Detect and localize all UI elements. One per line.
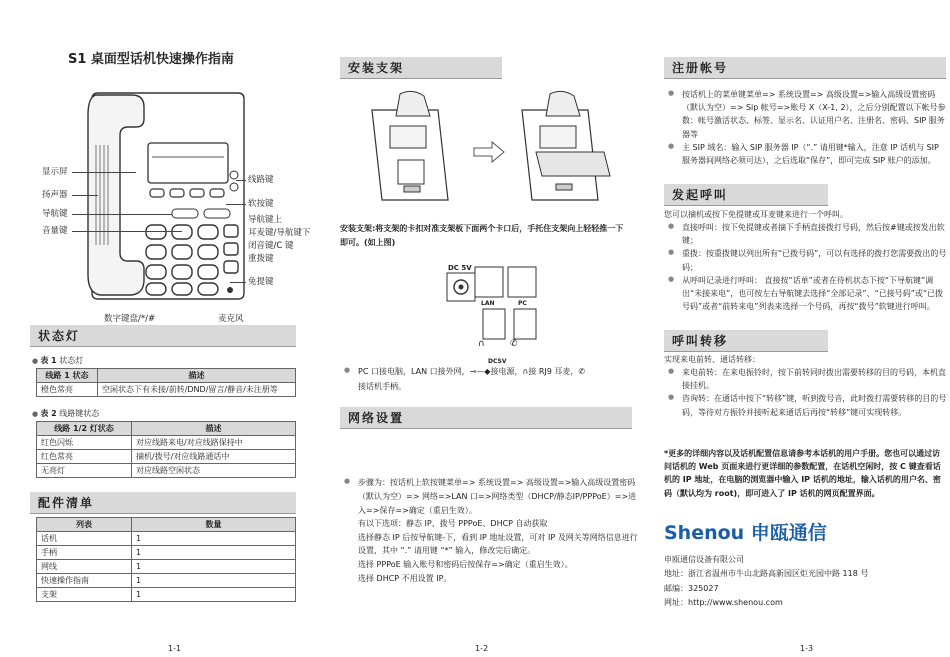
call-section-header: 发起呼叫 xyxy=(664,184,828,206)
network-step: 有以下选项：静态 IP、拨号 PPPoE、DHCP 自动获取 xyxy=(358,519,548,529)
page-number: 1-2 xyxy=(475,644,489,653)
transfer-list xyxy=(668,366,948,419)
table2-caption-text: 线路键状态 xyxy=(59,409,100,418)
callout-line xyxy=(72,172,136,173)
table2-caption: ● 表 2 线路键状态 xyxy=(32,409,100,418)
table-row xyxy=(37,450,296,464)
label-volume-key: 音量键 xyxy=(42,226,68,236)
lan-pc-ports xyxy=(474,266,538,300)
table-cell: 红色闪烁 xyxy=(37,436,132,450)
network-steps xyxy=(344,476,644,585)
table-cell: 橙色常亮 xyxy=(37,383,98,397)
port-text-part: 接 RJ9 耳麦， xyxy=(528,367,579,376)
call-item: ● 重拨：按重拨键以列出所有“已拨号码”，可以有选择的拨打您需要拨出的号码； xyxy=(668,247,948,273)
table-cell: 话机 xyxy=(37,532,132,546)
table-cell: 网线 xyxy=(37,560,132,574)
company-website: 网址：http://www.shenou.com xyxy=(664,598,783,608)
table1-caption-label: 表 1 xyxy=(40,356,57,365)
table-header: 线路 1 状态 xyxy=(37,369,98,383)
table-row xyxy=(37,574,296,588)
table-header: 数量 xyxy=(132,518,296,532)
table-cell: 红色常亮 xyxy=(37,450,132,464)
brand-name-cn: 申瓯通信 xyxy=(750,522,827,544)
table-cell: 摘机/拨号/对应线路通话中 xyxy=(132,450,296,464)
headset-handset-ports xyxy=(482,308,538,342)
table-cell: 无亮灯 xyxy=(37,464,132,478)
label-nav-up: 导航键上 xyxy=(248,215,283,225)
table-header: 线路 1/2 灯状态 xyxy=(37,422,132,436)
label-line-key: 线路键 xyxy=(248,175,274,185)
parts-table xyxy=(36,517,296,602)
port-label-pc: PC xyxy=(518,300,527,307)
install-section-header: 安装支架 xyxy=(340,57,502,79)
transfer-intro: 实现来电前转、通话转移： xyxy=(664,355,760,364)
company-address: 地址：浙江省温州市牛山北路高新园区炬光园中路 118 号 xyxy=(664,569,869,579)
register-list xyxy=(668,88,948,167)
label-mic: 麦克风 xyxy=(218,314,244,324)
call-item: ● 直接呼叫：按下免提键或者摘下手柄直接拨打号码，然后按#键或按发出软键； xyxy=(668,221,948,247)
table-row xyxy=(37,546,296,560)
table-cell: 1 xyxy=(132,546,296,560)
table-row xyxy=(37,464,296,478)
table-cell: 1 xyxy=(132,532,296,546)
table-cell: 支架 xyxy=(37,588,132,602)
table-header: 描述 xyxy=(132,422,296,436)
callout-line xyxy=(230,282,246,283)
table1-caption: ● 表 1 状态灯 xyxy=(32,356,84,365)
table-row xyxy=(37,383,296,397)
table-cell: 手柄 xyxy=(37,546,132,560)
register-section-header: 注册帐号 xyxy=(664,57,946,79)
transfer-item: ● 来电前转：在来电振铃时，按下前转同时拨出需要转移的目的号码，本机直接挂机。 xyxy=(668,366,948,392)
install-instruction: 安装支架:将支架的卡扣对准支架板下面两个卡口后，手托住支架向上轻轻推一下即可。(如上图) xyxy=(340,224,624,247)
callout-line xyxy=(72,214,172,215)
register-item: ● 主 SIP 域名：输入 SIP 服务器 IP（“.” 请用键*输入，注意 IP 话机与 SIP 服务器间网络必须可达），之后选取“保存”，即可完成 SIP 账户的添加。 xyxy=(668,141,948,167)
brand-name-en: Shenou xyxy=(664,522,745,544)
headset-icon: ∩ xyxy=(478,339,485,349)
table-cell: 1 xyxy=(132,574,296,588)
label-handsfree: 免提键 xyxy=(248,277,274,287)
label-headset-nav-down: 耳麦键/导航键下 xyxy=(248,228,311,238)
callout-line xyxy=(236,180,246,181)
network-step: 选择 PPPoE 输入账号和密码后按保存=>确定（重启生效）。 xyxy=(358,559,573,569)
status-light-table xyxy=(36,368,296,397)
callout-line xyxy=(226,204,246,205)
status-section-header: 状态灯 xyxy=(30,325,296,347)
port-text-part: 接电源， xyxy=(490,367,523,376)
page-title: S1 桌面型话机快速操作指南 xyxy=(68,52,234,67)
table-cell: 1 xyxy=(132,560,296,574)
label-back-cancel: 闭音键/C 键 xyxy=(248,241,294,251)
call-item: ● 从呼叫记录进行呼叫： 直接按“话单”或者在待机状态下按“下导航键”调出“未接来电”，也可按左右导航键去选择“全部记录”、“已接号码”或“已拨号码”或者“前转来电”列表来选择一个号码，再按“拨号”软键进行呼叫。 xyxy=(668,274,948,314)
port-text-part: PC 口接电脑，LAN 口接外网， xyxy=(358,367,470,376)
table-cell: 空闲状态下有未接/前转/DND/留言/静音/未注册等 xyxy=(98,383,296,397)
transfer-item: ● 咨询转：在通话中按下“转移”键，听到拨号音，此时拨打需要转移的目的号码，等待对方振铃并接听起来通话后再按“转移”键可实现转移。 xyxy=(668,392,948,418)
headset-icon: ∩ xyxy=(522,367,529,376)
line-key-table xyxy=(36,421,296,478)
table-cell: 对应线路来电/对应线路保持中 xyxy=(132,436,296,450)
table2-caption-label: 表 2 xyxy=(40,409,57,418)
page-number: 1-3 xyxy=(800,644,814,653)
label-keypad: 数字键盘/*/# xyxy=(104,314,156,324)
table-cell: 对应线路空闲状态 xyxy=(132,464,296,478)
company-info xyxy=(664,553,944,611)
stand-install-illustration xyxy=(360,90,630,210)
table-header: 列表 xyxy=(37,518,132,532)
table-cell: 1 xyxy=(132,588,296,602)
port-label-dc: DC 5V xyxy=(448,264,472,272)
parts-section-header: 配件清单 xyxy=(30,492,296,514)
call-intro: 您可以摘机或按下免提键或耳麦键来进行一个呼叫。 xyxy=(664,210,848,219)
port-connection-text xyxy=(344,364,648,394)
port-label-lan: LAN xyxy=(481,300,495,307)
label-soft-key: 软按键 xyxy=(248,199,274,209)
label-display: 显示屏 xyxy=(42,167,68,177)
network-step: ● 步骤为：按话机上软按键菜单=> 系统设置=> 高级设置=>输入高级设置密码（默认为空）=> 网络=>LAN 口=>网络类型（DHCP/静态IP/PPPoE）=>进入=>保存=>确定（重启生效）。 xyxy=(358,478,637,515)
note-text: *更多的详细内容以及话机配置信息请参考本话机的用户手册。您也可以通过访问话机的 Web 页面来进行更详细的参数配置，在话机空闲时，按 C 键查看话机的 IP 地址，在电脑的浏览器中输入 IP 话机的地址，输入话机的用户名、密码（默认均为 root)，即可进入了 IP 话机的网页配置界面。 xyxy=(664,449,941,498)
callout-line xyxy=(72,195,98,196)
company-postcode: 邮编：325027 xyxy=(664,583,719,593)
company-name: 申瓯通信设备有限公司 xyxy=(664,555,744,564)
dc-power-port xyxy=(446,272,476,302)
label-speaker: 扬声器 xyxy=(42,190,68,200)
network-step: 选择 DHCP 不用设置 IP。 xyxy=(358,573,452,583)
handset-icon: ✆ xyxy=(510,339,518,349)
table-header: 描述 xyxy=(98,369,296,383)
transfer-section-header: 呼叫转移 xyxy=(664,330,828,352)
call-list xyxy=(668,221,948,313)
brand-logo xyxy=(664,519,827,548)
table-cell: 快速操作指南 xyxy=(37,574,132,588)
network-step: 选择静态 IP 后按导航键-下，看到 IP 地址设置，可对 IP 及网关等网络信息进行设置，其中 “.” 请用键 “*” 输入，修改完后确定。 xyxy=(358,532,638,556)
port-text-part: 接话机手柄。 xyxy=(358,382,406,392)
network-section-header: 网络设置 xyxy=(340,407,632,429)
table-row xyxy=(37,588,296,602)
dc-plug-icon: ⊸—◆ xyxy=(469,367,491,376)
page-number: 1-1 xyxy=(168,644,182,653)
table1-caption-text: 状态灯 xyxy=(59,356,84,365)
label-nav-key: 导航键 xyxy=(42,209,68,219)
table-row xyxy=(37,560,296,574)
register-item: ● 按话机上的菜单键菜单=> 系统设置=> 高级设置=>输入高级设置密码（默认为空）=> Sip 帐号=>账号 X（X-1, 2），之后分别配置以下帐号参数：帐号激活状态、标签、显示名、认证用户名、注册名、密码、SIP 服务器等 xyxy=(668,88,948,141)
label-redial: 重拨键 xyxy=(248,254,274,264)
port-label-dcsv: DCSV xyxy=(488,358,507,365)
handset-icon: ✆ xyxy=(578,367,586,376)
table-row xyxy=(37,532,296,546)
callout-line xyxy=(72,231,182,232)
table-row xyxy=(37,436,296,450)
